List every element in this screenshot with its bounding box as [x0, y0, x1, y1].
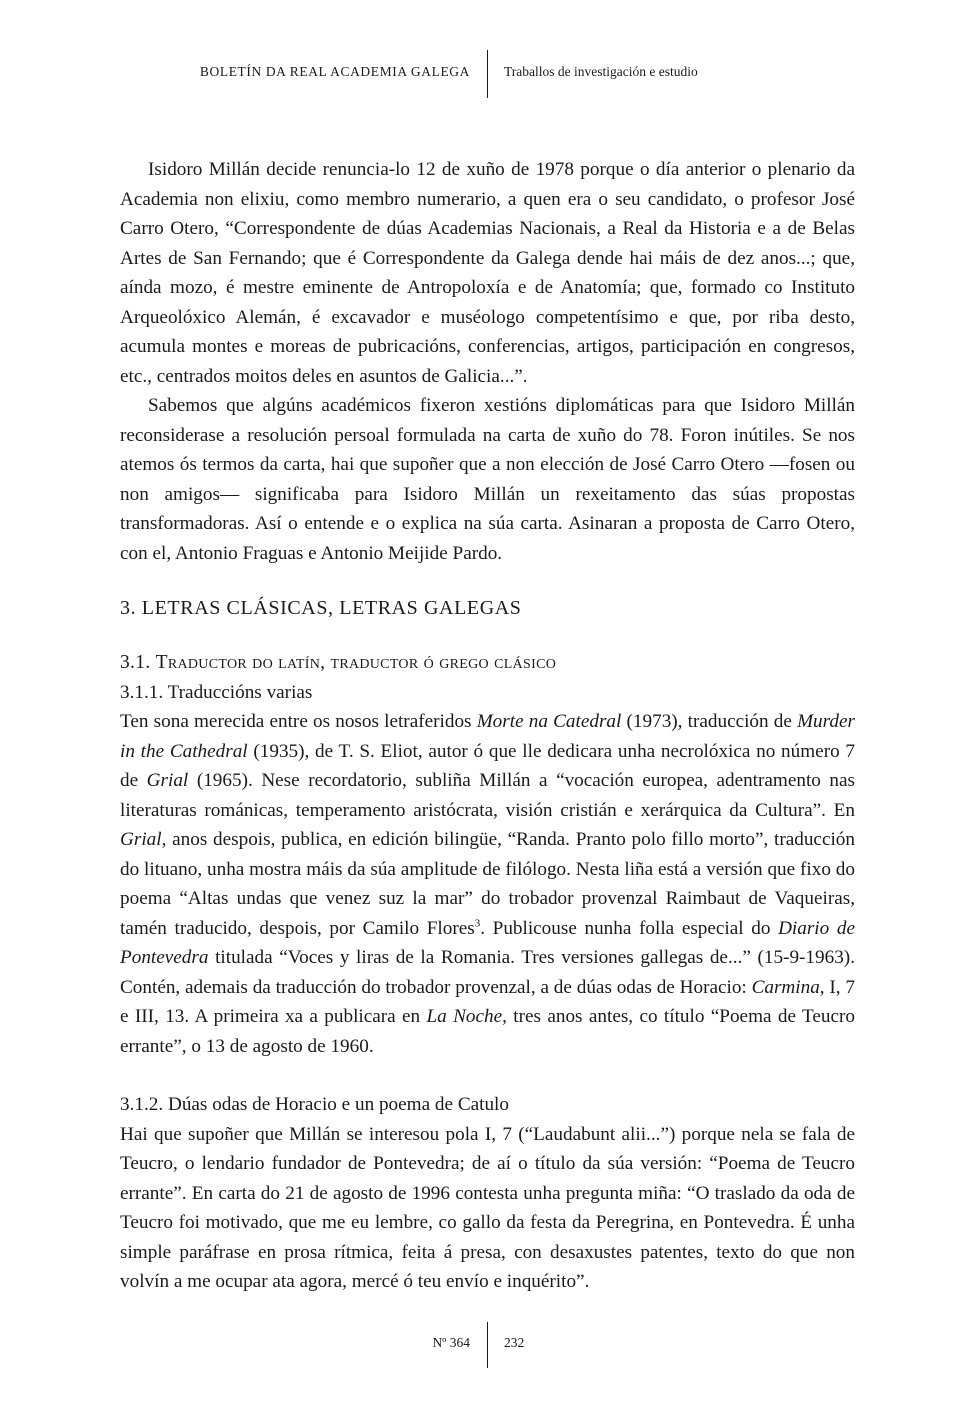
subsection-3-1-1-heading: 3.1.1. Traduccións varias — [120, 681, 313, 703]
footer-divider — [487, 1322, 488, 1368]
title-grial: Grial — [146, 770, 189, 791]
title-murder-in-the-cathedral: Murder in the Cathedral — [120, 711, 855, 762]
subsection-3-1-number: 3.1. — [120, 652, 151, 673]
page-number: 232 — [504, 1335, 525, 1350]
running-footer — [0, 1322, 975, 1368]
footnote-ref-3: 3 — [474, 917, 481, 930]
title-carmina: Carmina — [751, 976, 820, 998]
paragraph-1: Isidoro Millán decide renuncia-lo 12 de xuño de 1978 porque o día anterior o plenario da Academia non elixiu, como membro numerario, a quen era o seu candidato, o profesor José Carro Otero, “Correspondente de dúas Academias Nacionais, a Real da Historia e a de Belas Artes de San Fernando; que é Correspondente da Galega dende hai máis de dez anos...; que, aínda mozo, é mestre eminente de Antropoloxía e de Anatomía; que, formado co Instituto Arqueolóxico Alemán, é excavador e muséologo competentísimo e que, por riba desto, acumula montes e moreas de pubricacións, conferencias, artigos, participación en congresos, etc., centrados moitos deles en asuntos de Galicia...”. — [120, 159, 855, 387]
section-title: Traballos de investigación e estudio — [504, 64, 698, 79]
subsection-3-1-title: Traductor do latín, traductor ó grego clásico — [155, 652, 557, 673]
journal-title: BOLETÍN DA REAL ACADEMIA GALEGA — [199, 64, 470, 79]
paragraph-4: Hai que supoñer que Millán se interesou pola I, 7 (“Laudabunt alii...”) porque nela se fala de Teucro, o lendario fundador de Pontevedra; de aí o título da súa versión: “Poema de Teucro errante”. En carta do 21 de agosto de 1996 contesta unha pregunta miña: “O traslado da oda de Teucro foi motivado, que me eu lembre, co gallo da festa da Peregrina, en Pontevedra. É unha simple paráfrase en prosa rítmica, feita á presa, con desaxustes patentes, texto do que non volvín a me ocupar ata agora, mercé ó teu envío e inquérito”. — [120, 1123, 855, 1292]
title-morte-na-catedral: Morte na Catedral — [476, 711, 622, 732]
subsection-3-1-2-heading: 3.1.2. Dúas odas de Horacio e un poema de Catulo — [120, 1094, 509, 1115]
title-grial-2: Grial — [120, 829, 162, 850]
title-diario-de-pontevedra: Diario de Pontevedra — [120, 917, 855, 968]
issue-number: Nº 364 — [432, 1335, 470, 1350]
section-3-heading: 3. LETRAS CLÁSICAS, LETRAS GALEGAS — [120, 597, 522, 619]
running-header — [0, 50, 975, 100]
subsection-3-1-heading — [120, 648, 855, 678]
paragraph-3: Ten sona merecida entre os nosos letraferidos Morte na Catedral (1973), traducción de Murder in the Cathedral (1935), de T. S. Eliot, autor ó que lle dedicara unha necrolóxica no número 7 de Grial (1965). Nese recordatorio, subliña Millán a “vocación europea, adentramento nas literaturas románicas, temperamento aristócrata, visión cristián e xerárquica da Cultura”. En Grial, anos despois, publica, en edición bilingüe, “Randa. Pranto polo fillo morto”, traducción do lituano, unha mostra máis da súa amplitude de filólogo. Nesta liña está a versión que fixo do poema “Altas undas que venez suz la mar” do trobador provenzal Raimbaut de Vaqueiras, tamén traducido, despois, por Camilo Flores$^3$. Publicouse nunha folla especial do Diario de Pontevedra titulada “Voces y liras de la Romania. Tres versiones gallegas de...” (15-9-1963). Contén, ademais da traducción do trobador provenzal, a de dúas odas de Horacio: Carmina, I, 7 e III, 13. A primeira xa a publicara en La Noche, tres anos antes, co título “Poema de Teucro errante”, o 13 de agosto de 1960. — [120, 711, 855, 1057]
title-la-noche: La Noche — [426, 1006, 503, 1027]
page-body — [120, 155, 855, 1297]
header-divider — [487, 50, 488, 98]
paragraph-2: Sabemos que algúns académicos fixeron xestións diplomáticas para que Isidoro Millán reconsiderase a resolución persoal formulada na carta de xuño do 78. Foron inútiles. Se nos atemos ós termos da carta, hai que supoñer que a non elección de José Carro Otero —fosen ou non amigos— significaba para Isidoro Millán un rexeitamento das súas propostas transformadoras. Así o entende e o explica na súa carta. Asinaran a proposta de Carro Otero, con el, Antonio Fraguas e Antonio Meijide Pardo. — [120, 395, 855, 564]
